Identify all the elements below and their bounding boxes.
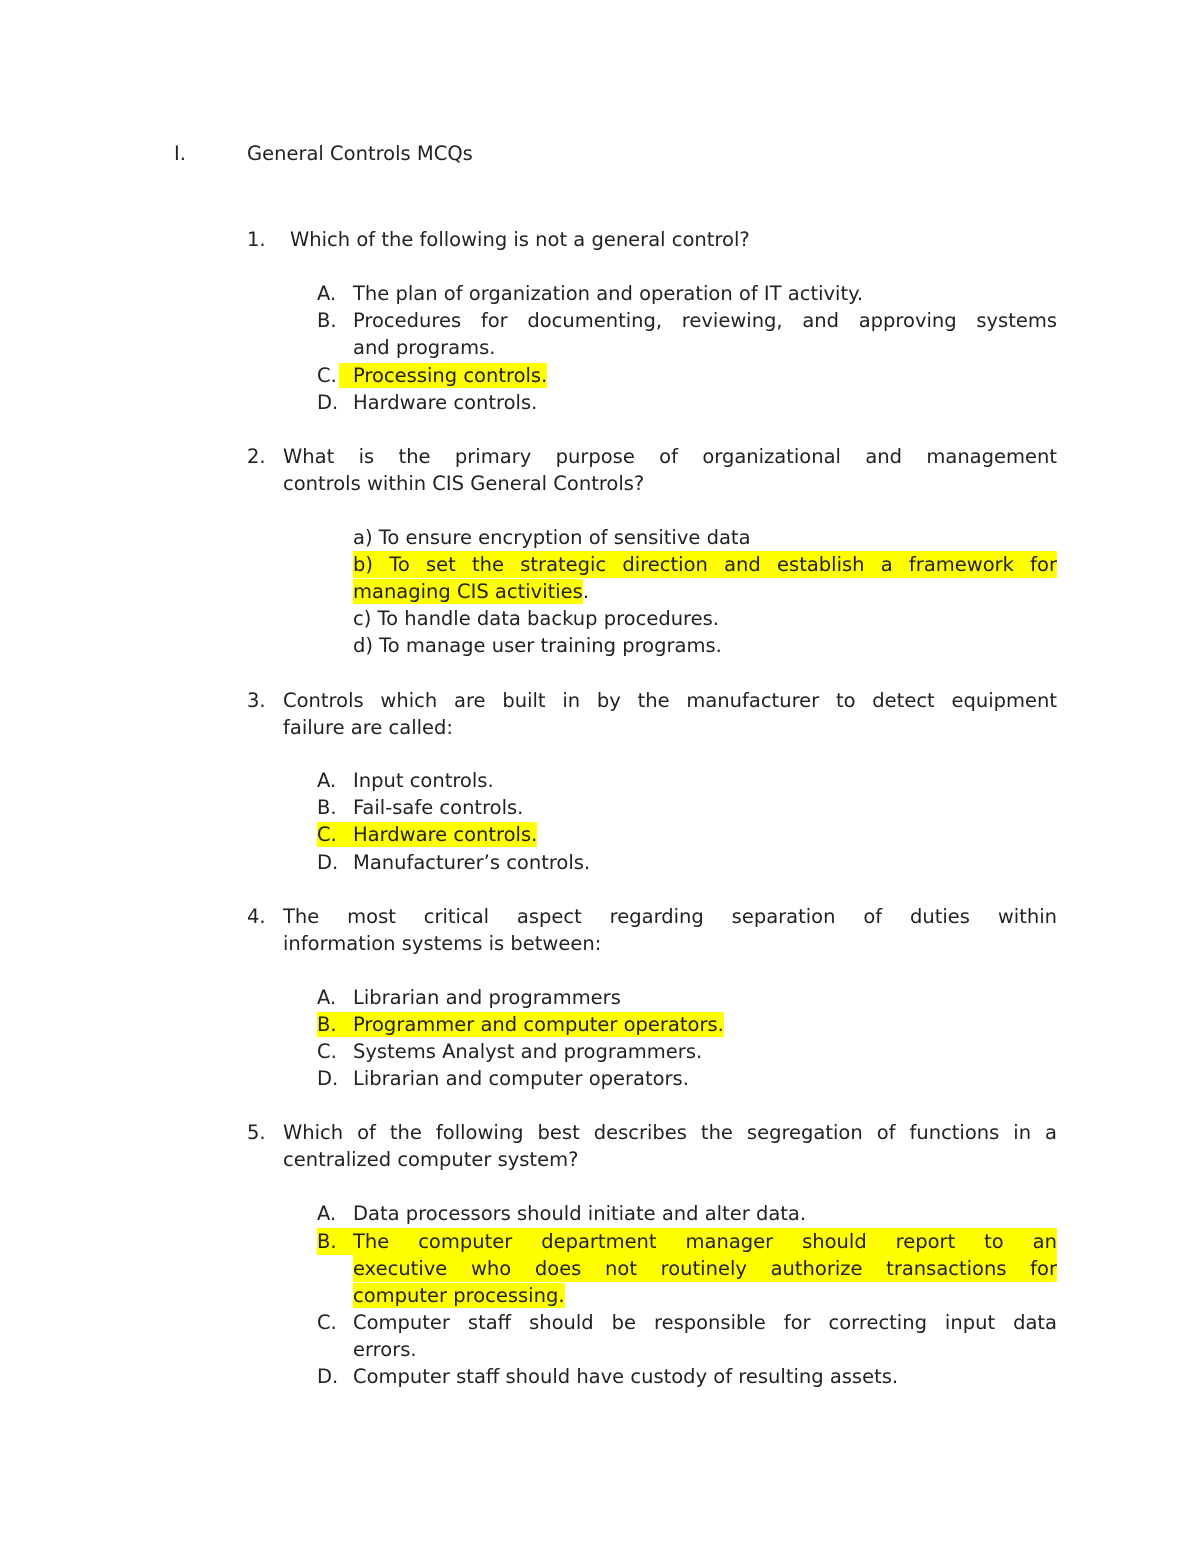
- option-letter: D.: [317, 1067, 339, 1090]
- choice-text: c) To handle data backup procedures.: [353, 607, 720, 630]
- option-letter: B.: [317, 1013, 337, 1036]
- correct-answer-highlight: [317, 1011, 724, 1038]
- choice-text: managing CIS activities.: [353, 580, 590, 603]
- correct-answer-highlight: [339, 362, 547, 389]
- question-text: What is the primary purpose of organizational and management: [283, 445, 1057, 468]
- choice-text: a) To ensure encryption of sensitive data: [353, 526, 751, 549]
- option-text: Processing controls.: [339, 363, 547, 388]
- question-text: centralized computer system?: [283, 1148, 579, 1171]
- correct-answer-highlight: [317, 821, 537, 848]
- option-letter: D.: [317, 391, 339, 414]
- option-text: and programs.: [353, 336, 496, 359]
- question-number: 1.: [247, 228, 266, 251]
- question-text: Which of the following best describes the segregation of functions in a: [283, 1121, 1057, 1144]
- option-text: Computer staff should have custody of resulting assets.: [353, 1365, 899, 1388]
- option-letter: C.: [317, 823, 337, 846]
- option-text: Computer staff should be responsible for correcting input data: [353, 1311, 1057, 1334]
- option-letter: C.: [317, 1311, 337, 1334]
- question-number: 5.: [247, 1121, 266, 1144]
- option-text: errors.: [353, 1338, 417, 1361]
- option-letter: B.: [317, 309, 337, 332]
- option-text: Procedures for documenting, reviewing, and approving systems: [353, 309, 1057, 332]
- choice-text: b) To set the strategic direction and establish a framework for: [353, 553, 1057, 576]
- question-number: 3.: [247, 689, 266, 712]
- question-text: Which of the following is not a general control?: [290, 228, 750, 251]
- option-text: Systems Analyst and programmers.: [353, 1040, 703, 1063]
- option-letter: C.: [317, 1040, 337, 1063]
- option-letter: B.: [317, 796, 337, 819]
- option-text: Data processors should initiate and alter data.: [353, 1202, 807, 1225]
- option-text: The plan of organization and operation of IT activity.: [353, 282, 864, 305]
- question-text: failure are called:: [283, 716, 453, 739]
- option-text: computer processing.: [353, 1284, 565, 1307]
- option-letter: D.: [317, 1365, 339, 1388]
- question-text: Controls which are built in by the manufacturer to detect equipment: [283, 689, 1057, 712]
- option-letter: A.: [317, 1202, 337, 1225]
- option-text: Hardware controls.: [353, 391, 538, 414]
- question-text: information systems is between:: [283, 932, 602, 955]
- option-letter: C.: [317, 364, 337, 387]
- option-text: Librarian and programmers: [353, 986, 621, 1009]
- option-letter: D.: [317, 851, 339, 874]
- option-letter: B.: [317, 1228, 353, 1255]
- option-letter: A.: [317, 986, 337, 1009]
- section-title: General Controls MCQs: [247, 142, 473, 165]
- option-text: The computer department manager should report to an: [353, 1230, 1057, 1253]
- option-text: Hardware controls.: [353, 823, 538, 846]
- question-text: controls within CIS General Controls?: [283, 472, 645, 495]
- option-text: Fail-safe controls.: [353, 796, 524, 819]
- option-text: Manufacturer’s controls.: [353, 851, 591, 874]
- option-letter: A.: [317, 769, 337, 792]
- option-text: executive who does not routinely authorize transactions for: [353, 1257, 1057, 1280]
- question-number: 2.: [247, 445, 266, 468]
- option-text: Librarian and computer operators.: [353, 1067, 689, 1090]
- option-letter: A.: [317, 282, 337, 305]
- question-number: 4.: [247, 905, 266, 928]
- question-text: The most critical aspect regarding separation of duties within: [283, 905, 1057, 928]
- choice-text: d) To manage user training programs.: [353, 634, 722, 657]
- option-text: Programmer and computer operators.: [353, 1013, 724, 1036]
- section-numeral: I.: [174, 142, 186, 165]
- correct-answer-highlight: [353, 1282, 565, 1309]
- option-text: Input controls.: [353, 769, 494, 792]
